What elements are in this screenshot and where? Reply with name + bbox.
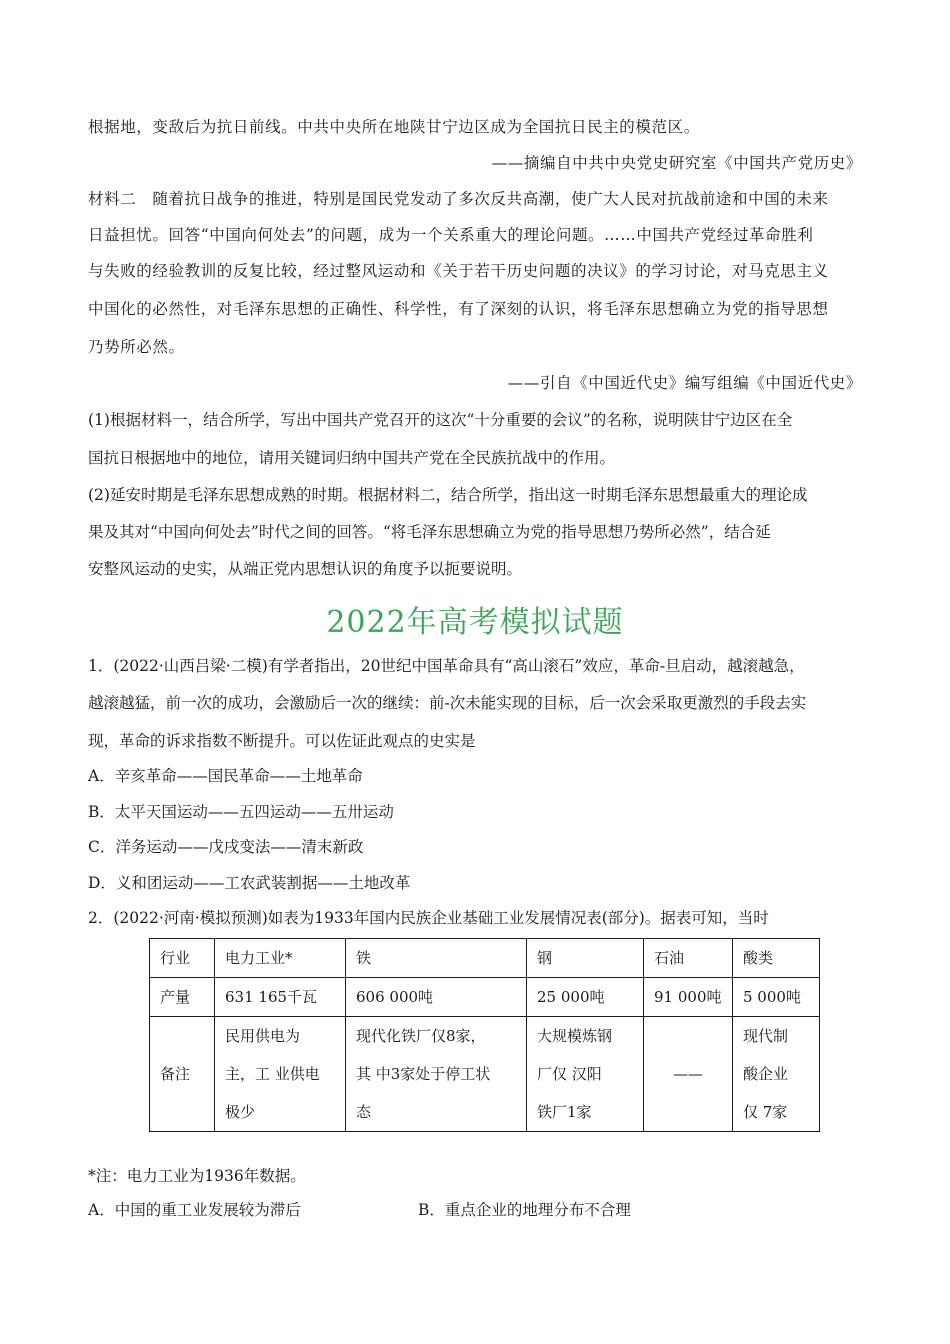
table-cell xyxy=(346,1017,527,1132)
note-line: 极少 xyxy=(225,1103,256,1121)
table-cell: 备注 xyxy=(150,1017,215,1132)
note-line: 铁厂1家 xyxy=(537,1103,592,1121)
table-cell xyxy=(527,1017,644,1132)
source-two: ——引自《中国近代史》编写组编《中国近代史》 xyxy=(507,374,862,392)
q1-option-c[interactable]: C．洋务运动——戊戌变法——清末新政 xyxy=(88,838,364,856)
note-line: 厂仅 汉阳 xyxy=(537,1065,602,1083)
q2-option-b[interactable]: B．重点企业的地理分布不合理 xyxy=(418,1201,631,1219)
q1-option-d[interactable]: D．义和团运动——工农武装割据——土地改革 xyxy=(88,874,411,892)
note-line: 其 中3家处于停工状 xyxy=(356,1065,491,1083)
question-one-line: 国抗日根据地中的地位，请用关键词归纳中国共产党在全民族抗战中的作用。 xyxy=(88,449,616,467)
question-two-line: 安整风运动的史实，从端正党内思想认识的角度予以扼要说明。 xyxy=(88,560,523,578)
table-cell: 钢 xyxy=(527,939,644,978)
table-notes-row xyxy=(150,1017,820,1132)
q1-stem-line: 越滚越猛，前一次的成功，会激励后一次的继续：前-次未能实现的目标，后一次会采取更激烈的手段去实 xyxy=(88,694,807,712)
table-cell: 91 000吨 xyxy=(644,978,733,1017)
question-two-line: (2)延安时期是毛泽东思想成熟的时期。根据材料二，结合所学，指出这一时期毛泽东思想最重大的理论成 xyxy=(88,486,808,504)
q1-option-b[interactable]: B．太平天国运动——五四运动——五卅运动 xyxy=(88,803,394,821)
note-line: 主，工 业供电 xyxy=(225,1065,320,1083)
table-cell: 25 000吨 xyxy=(527,978,644,1017)
material-two-line: 材料二 随着抗日战争的推进，特别是国民党发动了多次反共高潮，使广大人民对抗战前途和中国的未来 xyxy=(88,190,829,208)
table-cell: 石油 xyxy=(644,939,733,978)
note-line: 酸企业 xyxy=(743,1065,789,1083)
note-line: 现代制 xyxy=(743,1027,789,1045)
note-line: 态 xyxy=(356,1103,372,1121)
table-footnote: *注：电力工业为1936年数据。 xyxy=(88,1167,306,1185)
section-heading: 2022年高考模拟试题 xyxy=(326,605,624,640)
table-cell: —— xyxy=(644,1017,733,1132)
source-one: ——摘编自中共中央党史研究室《中国共产党历史》 xyxy=(491,154,862,172)
material-two-line: 日益担忧。回答“中国向何处去”的问题，成为一个关系重大的理论问题。……中国共产党经过革命胜利 xyxy=(88,226,814,244)
question-one-line: (1)根据材料一，结合所学，写出中国共产党召开的这次“十分重要的会议”的名称，说明陕甘宁边区在全 xyxy=(88,411,793,429)
note-line: 大规模炼钢 xyxy=(537,1027,613,1045)
table-cell: 5 000吨 xyxy=(733,978,820,1017)
q1-stem-line: 现，革命的诉求指数不断提升。可以佐证此观点的史实是 xyxy=(88,732,476,750)
table-cell xyxy=(733,1017,820,1132)
table-output-row xyxy=(150,978,820,1017)
note-line: 现代化铁厂仅8家， xyxy=(356,1027,486,1045)
material-two-line: 与失败的经验教训的反复比较，经过整风运动和《关于若干历史问题的决议》的学习讨论，对马克思主义 xyxy=(88,262,829,280)
material-two-line: 乃势所必然。 xyxy=(88,338,185,356)
table-cell: 产量 xyxy=(150,978,215,1017)
material-two-line: 中国化的必然性，对毛泽东思想的正确性、科学性，有了深刻的认识，将毛泽东思想确立为党的指导思想 xyxy=(88,300,829,318)
q2-option-a[interactable]: A．中国的重工业发展较为滞后 xyxy=(88,1201,301,1219)
material-one-tail: 根据地，变敌后为抗日前线。中共中央所在地陕甘宁边区成为全国抗日民主的模范区。 xyxy=(88,118,700,136)
table-cell: 行业 xyxy=(150,939,215,978)
note-line: 仅 7家 xyxy=(743,1103,788,1121)
q2-stem: 2．(2022·河南·模拟预测)如表为1933年国内民族企业基础工业发展情况表(部分)。据表可知，当时 xyxy=(88,909,769,927)
table-header-row xyxy=(150,939,820,978)
q1-stem-line: 1．(2022·山西吕梁·二模)有学者指出，20世纪中国革命具有“高山滚石”效应，革命-旦启动，越滚越急， xyxy=(88,657,805,675)
note-line: 民用供电为 xyxy=(225,1027,301,1045)
table-cell: 631 165千瓦 xyxy=(215,978,346,1017)
industry-table xyxy=(149,938,820,1132)
question-two-line: 果及其对“中国向何处去”时代之间的回答。“将毛泽东思想确立为党的指导思想乃势所必然”，结合延 xyxy=(88,523,771,541)
table-cell xyxy=(215,1017,346,1132)
table-cell: 铁 xyxy=(346,939,527,978)
q1-option-a[interactable]: A．辛亥革命——国民革命——土地革命 xyxy=(88,767,363,785)
table-cell: 酸类 xyxy=(733,939,820,978)
table-cell: 电力工业* xyxy=(215,939,346,978)
table-cell: 606 000吨 xyxy=(346,978,527,1017)
